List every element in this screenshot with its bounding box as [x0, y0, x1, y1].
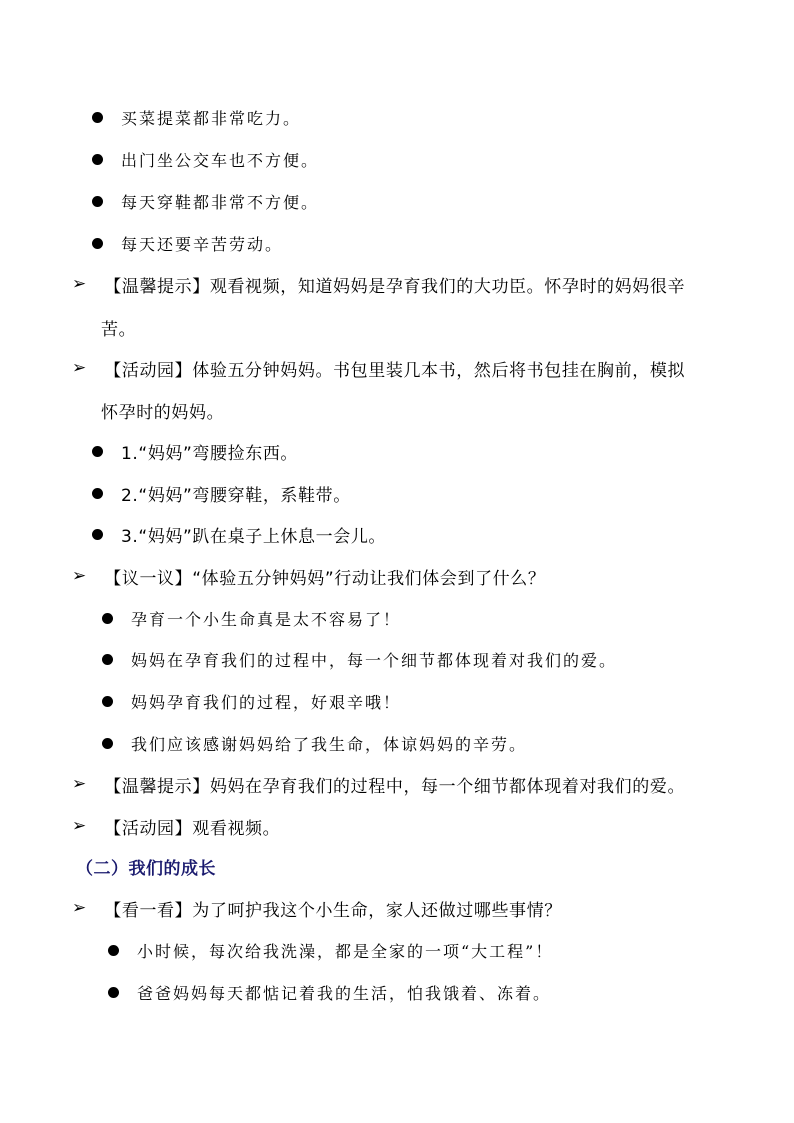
list-item [102, 687, 401, 715]
list-item-text: 2.“妈妈”弯腰穿鞋，系鞋带。 [121, 485, 351, 506]
list-item [92, 479, 351, 507]
list-item-text: 3.“妈妈”趴在桌子上休息一会儿。 [121, 526, 387, 547]
list-item [92, 229, 283, 257]
bullet-icon [102, 738, 113, 749]
list-item-text: 每天穿鞋都非常不方便。 [121, 192, 320, 212]
list-item-text: 爸爸妈妈每天都惦记着我的生活，怕我饿着、冻着。 [137, 983, 552, 1003]
list-item-text: 每天还要辛苦劳动。 [121, 234, 284, 254]
list-item [92, 187, 319, 215]
list-item-text: 妈妈在孕育我们的过程中，每一个细节都体现着对我们的爱。 [131, 650, 618, 670]
activity-continuation [101, 396, 224, 424]
list-item-text: 我们应该感谢妈妈给了我生命，体谅妈妈的辛劳。 [131, 734, 528, 754]
bullet-icon [102, 613, 113, 624]
section-heading-text: （二）我们的成长 [76, 858, 216, 879]
activity-text-cont: 怀孕时的妈妈。 [101, 402, 225, 423]
bullet-icon [102, 654, 113, 665]
list-item-text: 买菜提菜都非常吃力。 [121, 108, 302, 128]
tip-continuation [101, 313, 136, 341]
bullet-icon [92, 112, 103, 123]
bullet-icon [92, 446, 103, 457]
tip-item [72, 270, 685, 298]
bullet-icon [92, 196, 103, 207]
activity-item [72, 812, 280, 840]
bullet-icon [92, 154, 103, 165]
list-item [102, 645, 617, 673]
look-text: 【看一看】为了呵护我这个小生命，家人还做过哪些事情？ [104, 900, 562, 921]
list-item [102, 729, 527, 757]
list-item-text: 小时候，每次给我洗澡，都是全家的一项“大工程”！ [137, 941, 554, 961]
list-item [102, 604, 401, 632]
bullet-icon [92, 529, 103, 540]
arrow-right-icon: ➢ [72, 815, 87, 836]
bullet-icon [102, 696, 113, 707]
list-item [92, 103, 301, 131]
arrow-right-icon: ➢ [72, 565, 87, 586]
activity-text: 【活动园】观看视频。 [104, 818, 281, 839]
list-item-text: 出门坐公交车也不方便。 [121, 150, 320, 170]
bullet-icon [92, 488, 103, 499]
arrow-right-icon: ➢ [72, 773, 87, 794]
bullet-icon [108, 987, 119, 998]
list-item [92, 145, 319, 173]
arrow-right-icon: ➢ [72, 273, 87, 294]
list-item-text: 孕育一个小生命真是太不容易了！ [131, 609, 402, 629]
activity-item [72, 354, 685, 382]
bullet-icon [108, 945, 119, 956]
list-item-text: 妈妈孕育我们的过程，好艰辛哦！ [131, 692, 402, 712]
tip-text: 【温馨提示】妈妈在孕育我们的过程中，每一个细节都体现着对我们的爱。 [104, 776, 686, 797]
bullet-icon [92, 238, 103, 249]
discussion-text: 【议一议】“体验五分钟妈妈”行动让我们体会到了什么？ [104, 568, 546, 589]
list-item [108, 936, 553, 964]
tip-text-cont: 苦。 [101, 319, 137, 340]
list-item [92, 520, 386, 548]
list-item [92, 437, 298, 465]
tip-item [72, 770, 685, 798]
arrow-right-icon: ➢ [72, 357, 87, 378]
discussion-item [72, 562, 545, 590]
list-item-text: 1.“妈妈”弯腰捡东西。 [121, 443, 299, 464]
section-heading [76, 852, 216, 880]
arrow-right-icon: ➢ [72, 897, 87, 918]
look-item [72, 894, 562, 922]
list-item [108, 978, 551, 1006]
tip-text: 【温馨提示】观看视频，知道妈妈是孕育我们的大功臣。怀孕时的妈妈很辛 [104, 276, 686, 297]
activity-text: 【活动园】体验五分钟妈妈。书包里装几本书，然后将书包挂在胸前，模拟 [104, 360, 686, 381]
